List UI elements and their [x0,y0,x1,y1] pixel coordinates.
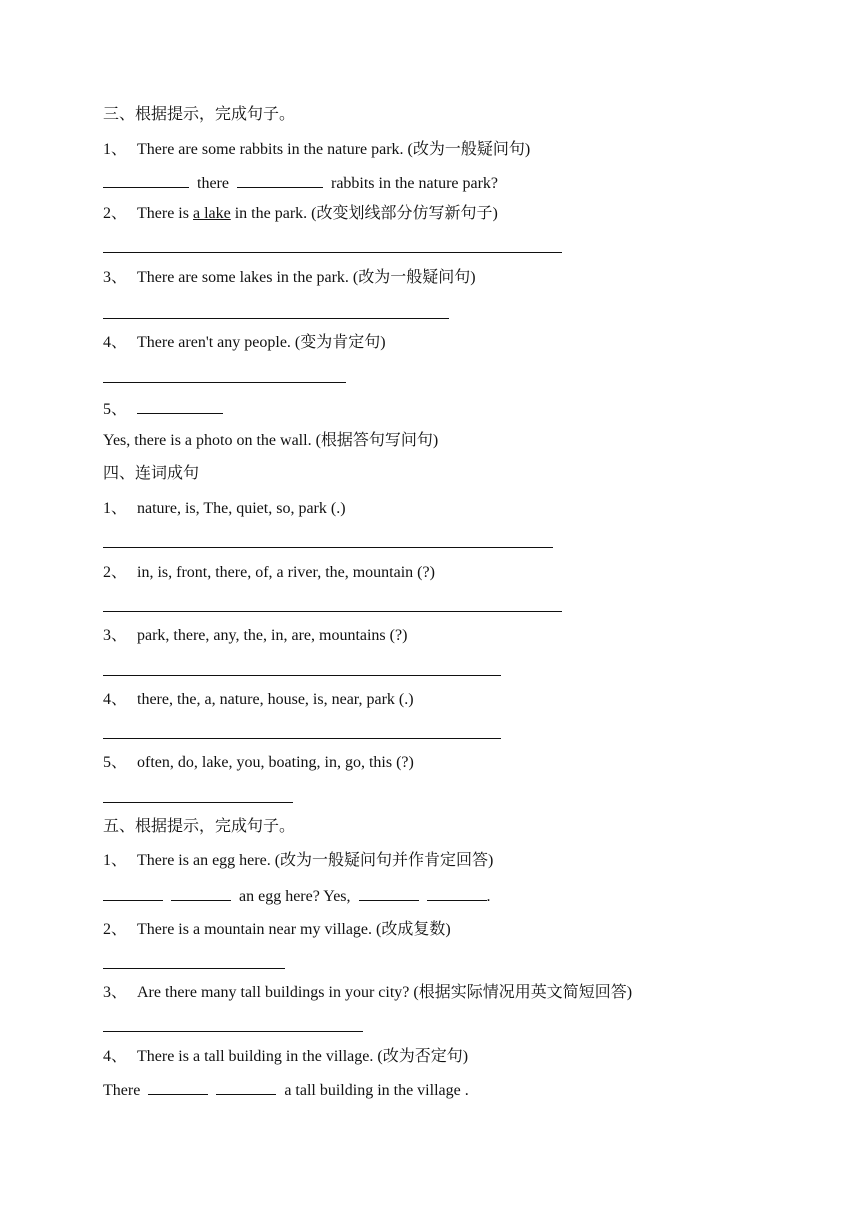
s5-question-2 [103,920,451,940]
question-text-post: in the park. (改变划线部分仿写新句子) [230,205,498,222]
word-list: often, do, lake, you, boating, in, go, this (?) [137,754,414,771]
question-text: There are some lakes in the park. (改为一般疑问句) [137,269,476,286]
s4-item-5 [103,753,414,773]
question-text: There aren't any people. (变为肯定句) [137,334,386,351]
answer-line[interactable] [103,611,562,612]
question-text-pre: There is [137,205,193,222]
answer-fixed-text: . [486,888,491,905]
section-4-heading: 四、连词成句 [103,465,200,482]
question-number: 4、 [103,1048,128,1065]
s3-question-4 [103,333,386,353]
s3-q5-answer: Yes, there is a photo on the wall. (根据答句写问句) [103,432,439,449]
question-number: 2、 [103,921,128,938]
s5-question-3 [103,983,632,1003]
question-number: 4、 [103,334,128,351]
word-list: nature, is, The, quiet, so, park (.) [137,500,346,517]
answer-blank[interactable] [137,398,223,414]
s3-q1-answer-line [103,172,498,194]
s5-q1-answer-line [103,885,491,907]
question-text: There are some rabbits in the nature park. (改为一般疑问句) [137,141,531,158]
question-text: There is an egg here. (改为一般疑问句并作肯定回答) [137,852,494,869]
answer-line[interactable] [103,738,501,739]
question-number: 4、 [103,691,128,708]
s4-item-2 [103,563,435,583]
question-number: 1、 [103,141,128,158]
underlined-phrase: a lake [192,205,231,222]
question-number: 5、 [103,754,128,771]
s4-item-1 [103,499,346,519]
answer-blank[interactable] [237,172,323,188]
answer-line[interactable] [103,675,501,676]
answer-line[interactable] [103,802,293,803]
answer-blank[interactable] [216,1079,276,1095]
answer-fixed-text: there [197,175,229,192]
word-list: there, the, a, nature, house, is, near, park (.) [137,691,414,708]
answer-blank[interactable] [171,885,231,901]
s3-question-5 [103,398,223,420]
answer-fixed-text: an egg here? Yes, [239,888,351,905]
s5-question-1 [103,851,493,871]
s3-question-1 [103,140,530,160]
s5-q4-answer-line [103,1079,469,1101]
answer-fixed-text: a tall building in the village . [284,1082,469,1099]
question-number: 3、 [103,627,128,644]
answer-line[interactable] [103,318,449,319]
question-number: 3、 [103,984,128,1001]
answer-fixed-text: There [103,1082,141,1099]
answer-blank[interactable] [103,172,189,188]
question-number: 3、 [103,269,128,286]
question-text: There is a tall building in the village. (改为否定句) [137,1048,469,1065]
word-list: in, is, front, there, of, a river, the, mountain (?) [137,564,435,581]
section-3-heading: 三、根据提示，完成句子。 [103,106,296,123]
answer-fixed-text: rabbits in the nature park? [330,175,499,192]
answer-line[interactable] [103,382,346,383]
s4-item-4 [103,690,414,710]
section-5-heading: 五、根据提示，完成句子。 [103,818,296,835]
s3-question-3 [103,268,476,288]
answer-line[interactable] [103,968,285,969]
word-list: park, there, any, the, in, are, mountains (?) [137,627,408,644]
answer-line[interactable] [103,252,562,253]
question-number: 1、 [103,852,128,869]
answer-line[interactable] [103,1031,363,1032]
answer-blank[interactable] [148,1079,208,1095]
s4-item-3 [103,626,407,646]
question-number: 2、 [103,205,128,222]
answer-blank[interactable] [359,885,419,901]
s5-question-4 [103,1047,468,1067]
answer-blank[interactable] [103,885,163,901]
question-text: Are there many tall buildings in your city? (根据实际情况用英文简短回答) [137,984,633,1001]
question-number: 5、 [103,401,128,418]
answer-line[interactable] [103,547,553,548]
s3-question-2 [103,204,498,224]
question-text: There is a mountain near my village. (改成复数) [137,921,451,938]
question-number: 1、 [103,500,128,517]
answer-blank[interactable] [427,885,487,901]
question-number: 2、 [103,564,128,581]
